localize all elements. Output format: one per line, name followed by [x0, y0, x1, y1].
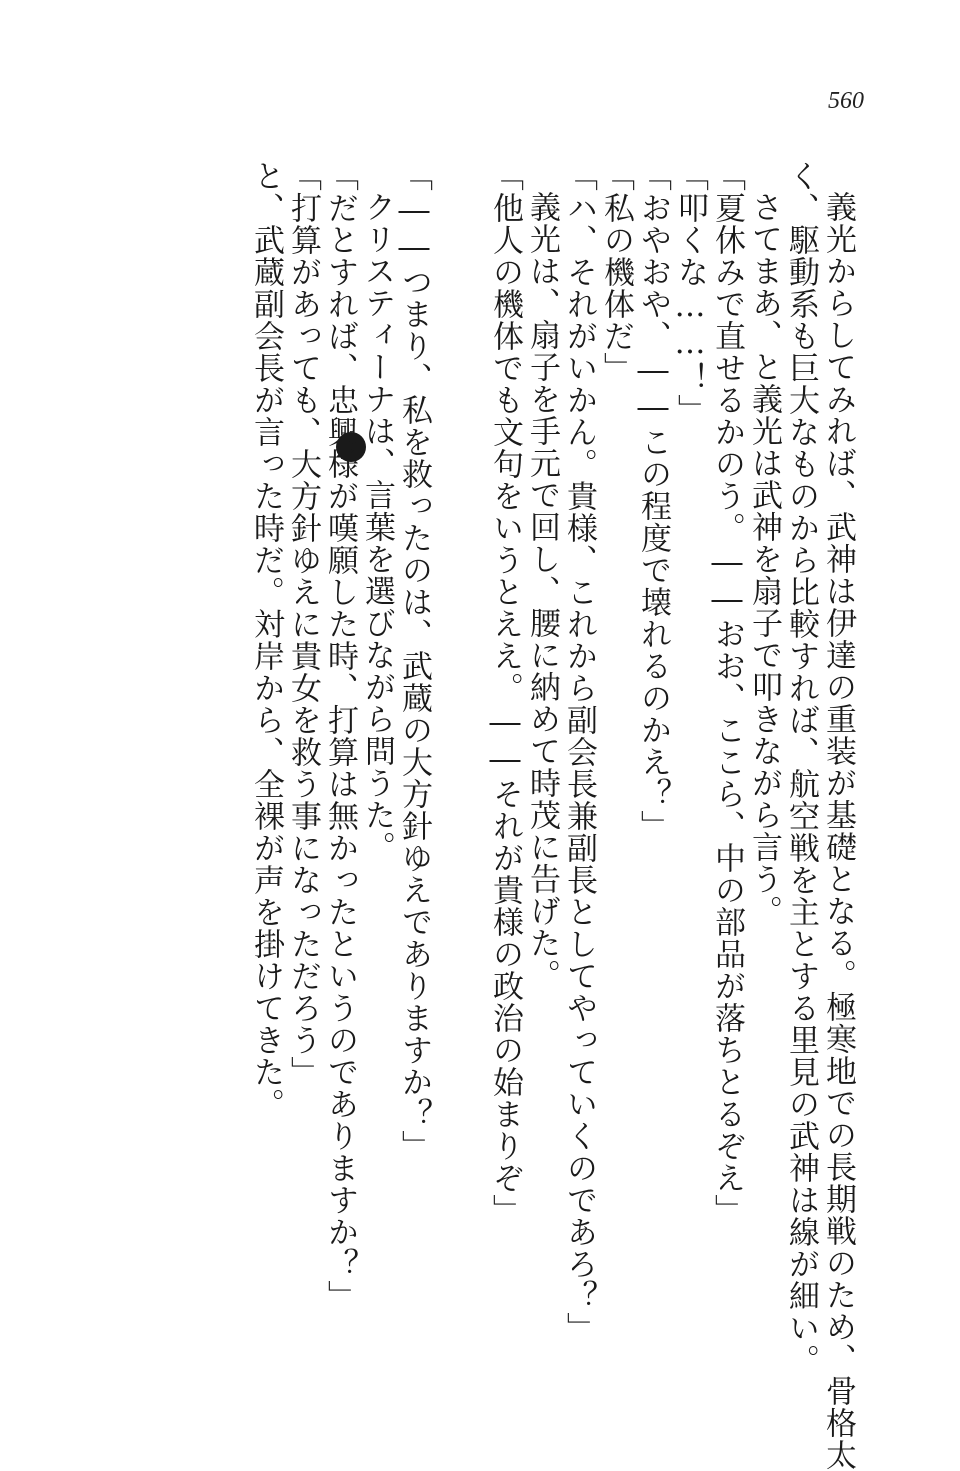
dialogue-line: 「叩くな……！」	[672, 160, 708, 426]
text-line: 義光からしてみれば、武神は伊達の重装が基礎となる。極寒地での長期戦のため、骨格太	[820, 191, 856, 1471]
text-line: クリスティーナは、言葉を選びながら問うた。	[359, 191, 395, 863]
text-line: さてまあ、と義光は武神を扇子で叩きながら言う。	[746, 191, 782, 927]
text-line: と、武蔵副会長が言った時だ。対岸から、全裸が声を掛けてきた。	[248, 160, 284, 1120]
dialogue-line: 「――つまり、私を救ったのは、武蔵の大方針ゆえでありますか？」	[396, 160, 432, 1162]
page-number: 560	[828, 88, 864, 114]
dialogue-line: 「おやおや、――この程度で壊れるのかえ？」	[635, 160, 671, 842]
second-text-block	[247, 160, 432, 1320]
main-text-block	[486, 160, 856, 1471]
text-line: 義光は、扇子を手元で回し、腰に納めて時茂に告げた。	[524, 191, 560, 991]
dialogue-line: 「ハ、それがいかん。貴様、これから副会長兼副長としてやっていくのであろ？」	[561, 160, 597, 1344]
dialogue-line: 「打算があっても、大方針ゆえに貴女を救う事になっただろう」	[285, 160, 321, 1088]
dialogue-line: 「だとすれば、忠興様が嘆願した時、打算は無かったというのでありますか？」	[322, 160, 358, 1312]
dialogue-line: 「私の機体だ」	[598, 160, 634, 384]
dialogue-line: 「夏休みで直せるかのう。――おお、ここら、中の部品が落ちとるぞえ」	[709, 160, 745, 1226]
text-line: く、駆動系も巨大なものから比較すれば、航空戦を主とする里見の武神は線が細い。	[783, 160, 819, 1376]
dialogue-line: 「他人の機体でも文句をいうとええ。――それが貴様の政治の始まりぞ」	[487, 160, 523, 1226]
